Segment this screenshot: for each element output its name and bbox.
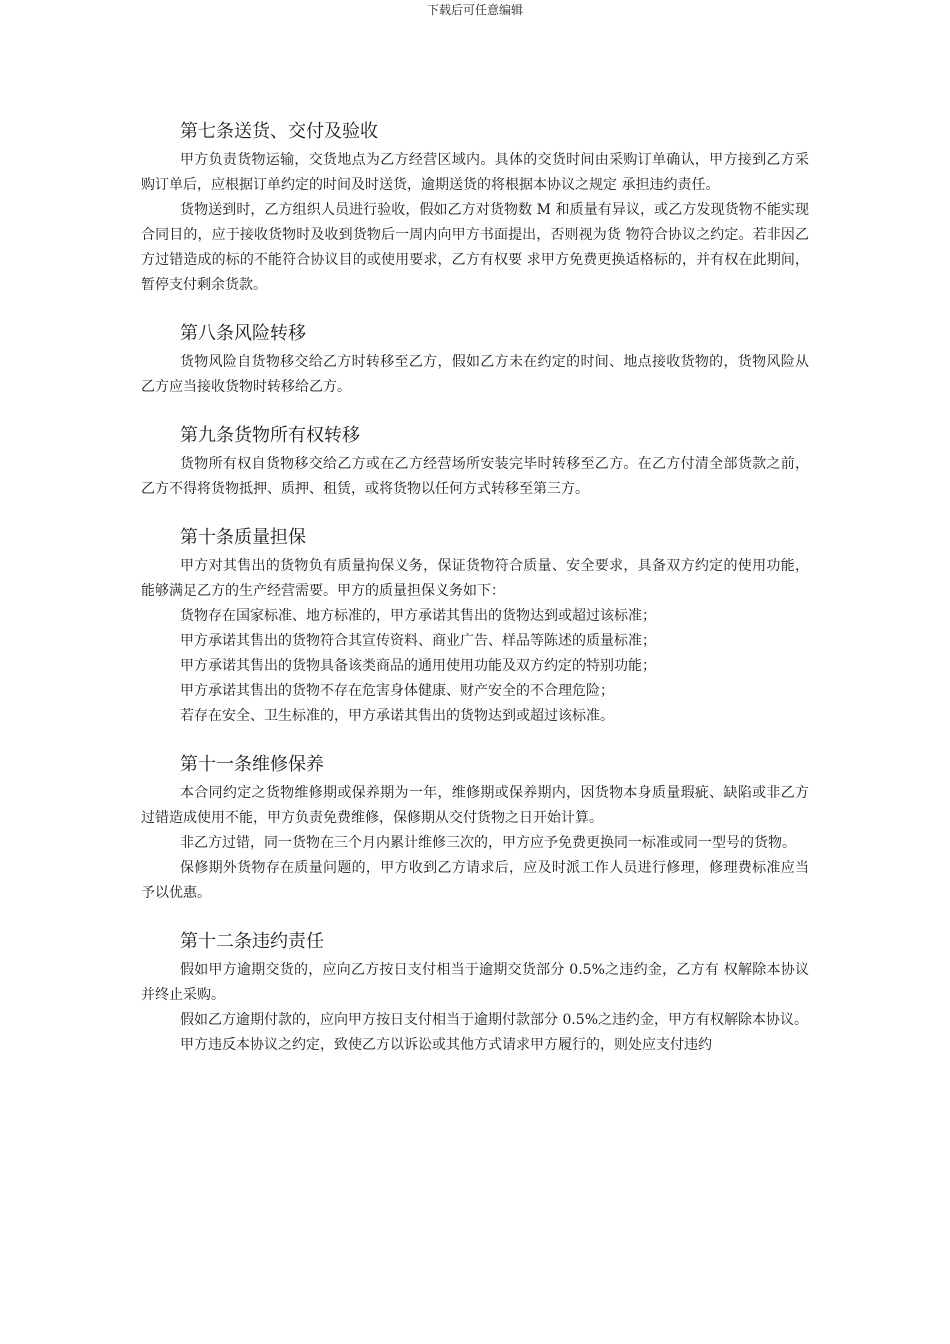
- section-article-12: [141, 928, 809, 1058]
- section-title: 第八条风险转移: [180, 323, 306, 344]
- paragraph: 非乙方过错，同一货物在三个月内累计维修三次的，甲方应予免费更换同一标准或同一型号的货物。: [180, 835, 796, 851]
- section-title: 第七条送货、交付及验收: [180, 121, 378, 142]
- section-title: 第十条质量担保: [180, 527, 306, 548]
- section-title: 第十二条违约责任: [180, 931, 324, 952]
- section-title: 第九条货物所有权转移: [180, 425, 360, 446]
- paragraph: 甲方承诺其售出的货物具备该类商品的通用使用功能及双方约定的特别功能；: [180, 658, 656, 674]
- paragraph: 货物所有权自货物移交给乙方或在乙方经营场所安装完毕时转移至乙方。在乙方付清全部货款之前，乙方不得将货物抵押、质押、租赁，或将货物以任何方式转移至第三方。: [141, 456, 809, 497]
- paragraph: 本合同约定之货物维修期或保养期为一年，维修期或保养期内，因货物本身质量瑕疵、缺陷或非乙方过错造成使用不能，甲方负责免费维修，保修期从交付货物之日开始计算。: [141, 785, 809, 826]
- paragraph: 甲方负责货物运输，交货地点为乙方经营区域内。具体的交货时间由采购订单确认，甲方接到乙方采购订单后，应根据订单约定的时间及时送货，逾期送货的将根据本协议之规定 承担违约责任。: [141, 152, 809, 193]
- section-article-9: [141, 422, 809, 502]
- paragraph: 假如乙方逾期付款的，应向甲方按日支付相当于逾期付款部分 0.5%之违约金，甲方有权解除本协议。: [180, 1012, 809, 1028]
- document-body: [141, 118, 809, 1080]
- section-title: 第十一条维修保养: [180, 754, 324, 775]
- paragraph: 甲方承诺其售出的货物不存在危害身体健康、财产安全的不合理危险；: [180, 683, 614, 699]
- paragraph: 货物风险自货物移交给乙方时转移至乙方，假如乙方未在约定的时间、地点接收货物的，货物风险从乙方应当接收货物时转移给乙方。: [141, 354, 809, 395]
- paragraph: 货物存在国家标准、地方标准的，甲方承诺其售出的货物达到或超过该标准；: [180, 608, 656, 624]
- section-article-7: [141, 118, 809, 298]
- section-article-10: [141, 524, 809, 729]
- paragraph: 若存在安全、卫生标准的，甲方承诺其售出的货物达到或超过该标准。: [180, 708, 614, 724]
- paragraph: 保修期外货物存在质量问题的，甲方收到乙方请求后，应及时派工作人员进行修理，修理费标准应当予以优惠。: [141, 860, 809, 901]
- paragraph: 甲方违反本协议之约定，致使乙方以诉讼或其他方式请求甲方履行的，则处应支付违约: [180, 1037, 712, 1053]
- paragraph: 货物送到时，乙方组织人员进行验收，假如乙方对货物数 M 和质量有异议，或乙方发现货物不能实现合同目的，应于接收货物时及收到货物后一周内向甲方书面提出，否则视为货 物符合协议之约定。若非因乙方过错造成的标的不能符合协议目的或使用要求，乙方有权要 求甲方免费更换适格标的，并有权在此期间，暂停支付剩余货款。: [141, 202, 809, 293]
- paragraph: 甲方承诺其售出的货物符合其宣传资料、商业广告、样品等陈述的质量标准；: [180, 633, 656, 649]
- paragraph: 假如甲方逾期交货的，应向乙方按日支付相当于逾期交货部分 0.5%之违约金，乙方有 权解除本协议并终止采购。: [141, 962, 809, 1003]
- download-note: 下载后可任意编辑: [426, 3, 523, 17]
- section-article-11: [141, 751, 809, 906]
- paragraph: 甲方对其售出的货物负有质量拘保义务，保证货物符合质量、安全要求，具备双方约定的使用功能，能够满足乙方的生产经营需要。甲方的质量担保义务如下：: [141, 558, 809, 599]
- section-article-8: [141, 320, 809, 400]
